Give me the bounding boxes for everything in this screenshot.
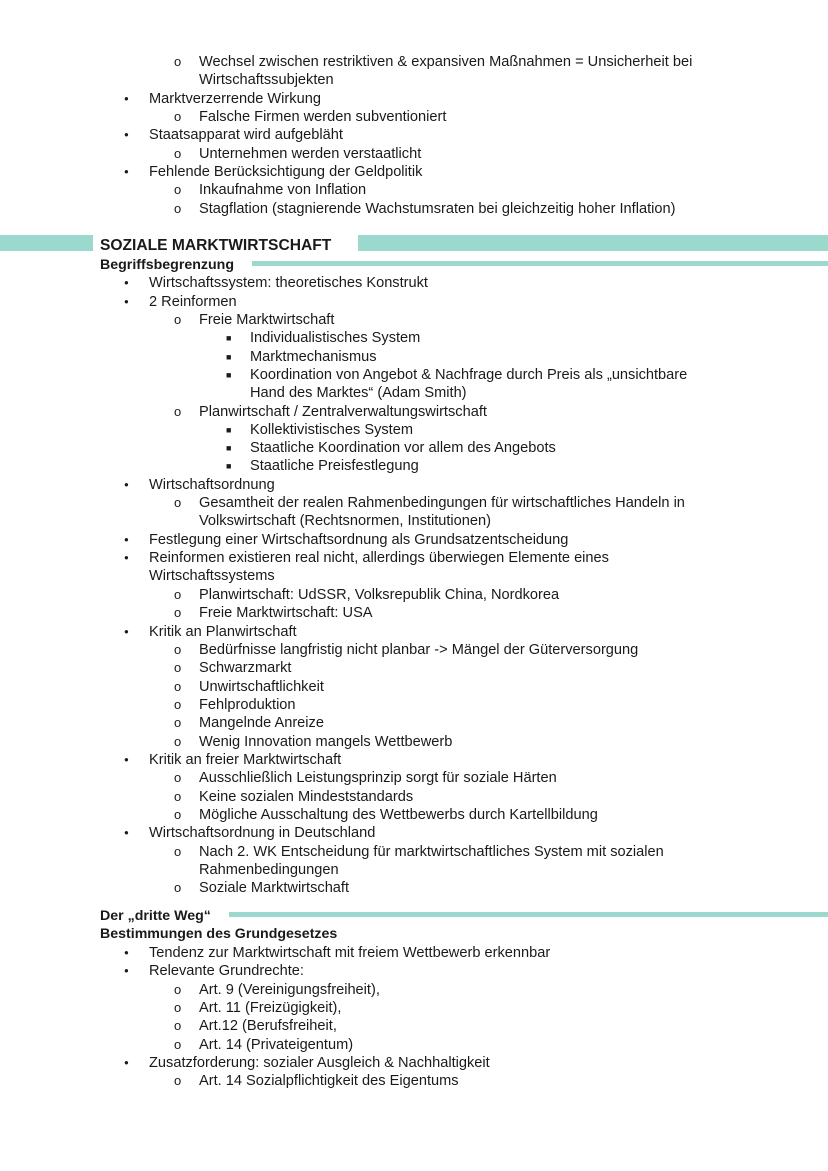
list-item-text: Gesamtheit der realen Rahmenbedingungen für wirtschaftliches Handeln in <box>199 495 685 511</box>
list-item-text: Unternehmen werden verstaatlicht <box>199 146 422 162</box>
list-item-text: Relevante Grundrechte: <box>149 963 304 979</box>
list-item-text-continued: Wirtschaftssystems <box>149 568 275 585</box>
bullet-marker: ● <box>124 1058 129 1067</box>
bullet-marker: ■ <box>226 461 232 471</box>
subheading-dritter-weg: Der „dritte Weg“ <box>100 908 211 924</box>
bullet-marker: ■ <box>226 352 232 362</box>
list-item-text: Ausschließlich Leistungsprinzip sorgt für soziale Härten <box>199 770 557 786</box>
list-item-text: Planwirtschaft / Zentralverwaltungswirtschaft <box>199 404 487 420</box>
bullet-marker: o <box>174 109 182 124</box>
bullet-marker: ■ <box>226 425 232 435</box>
list-item-text-continued: Rahmenbedingungen <box>199 862 339 879</box>
bullet-marker: o <box>174 1000 182 1015</box>
bullet-marker: o <box>174 587 182 602</box>
bullet-marker: o <box>174 1018 182 1033</box>
list-item-text: Koordination von Angebot & Nachfrage durch Preis als „unsichtbare <box>250 367 688 383</box>
list-item-text-continued: Hand des Marktes“ (Adam Smith) <box>250 385 467 402</box>
list-item-text: Freie Marktwirtschaft <box>199 312 335 328</box>
list-item-text: Mögliche Ausschaltung des Wettbewerbs durch Kartellbildung <box>199 807 598 823</box>
subheading-bar <box>252 261 828 266</box>
bullet-marker: o <box>174 182 182 197</box>
bullet-marker: ● <box>124 755 129 764</box>
bullet-marker: ■ <box>226 370 232 380</box>
list-item-text: Schwarzmarkt <box>199 660 292 676</box>
list-item-text: Staatsapparat wird aufgebläht <box>149 127 343 143</box>
bullet-marker: o <box>174 880 182 895</box>
bullet-marker: ● <box>124 130 129 139</box>
list-item-text: Unwirtschaftlichkeit <box>199 679 324 695</box>
list-item-text: Keine sozialen Mindeststandards <box>199 789 414 805</box>
list-item-text: Tendenz zur Marktwirtschaft mit freiem Wettbewerb erkennbar <box>149 945 551 961</box>
list-item-text: Freie Marktwirtschaft: USA <box>199 605 373 621</box>
bullet-marker: ● <box>124 480 129 489</box>
bullet-marker: o <box>174 404 182 419</box>
list-item-text: Bedürfnisse langfristig nicht planbar -> Mängel der Güterversorgung <box>199 642 639 658</box>
bullet-marker: ● <box>124 278 129 287</box>
bullet-marker: ■ <box>226 443 232 453</box>
list-item-text-continued: Volkswirtschaft (Rechtsnormen, Institutionen) <box>199 513 491 530</box>
bullet-marker: ● <box>124 627 129 636</box>
list-item-text: Mangelnde Anreize <box>199 715 324 731</box>
bullet-marker: o <box>174 734 182 749</box>
bullet-marker: o <box>174 660 182 675</box>
list-item-text: Marktmechanismus <box>250 349 377 365</box>
list-item-text: Stagflation (stagnierende Wachstumsraten bei gleichzeitig hoher Inflation) <box>199 201 676 217</box>
bullet-marker: ● <box>124 828 129 837</box>
bullet-marker: o <box>174 982 182 997</box>
section-bar-right <box>358 235 828 251</box>
list-item-text: Staatliche Koordination vor allem des Angebots <box>250 440 556 456</box>
bullet-marker: ● <box>124 948 129 957</box>
subheading-grundgesetz: Bestimmungen des Grundgesetzes <box>100 926 338 942</box>
list-item-text: Festlegung einer Wirtschaftsordnung als Grundsatzentscheidung <box>149 532 569 548</box>
list-item-text: Art.12 (Berufsfreiheit, <box>199 1018 337 1034</box>
bullet-marker: ■ <box>226 333 232 343</box>
subheading-begriffsbegrenzung: Begriffsbegrenzung <box>100 257 234 273</box>
bullet-marker: o <box>174 807 182 822</box>
bullet-marker: o <box>174 201 182 216</box>
bullet-marker: o <box>174 789 182 804</box>
list-item-text: Individualistisches System <box>250 330 421 346</box>
list-item-text: Fehlproduktion <box>199 697 296 713</box>
bullet-marker: ● <box>124 94 129 103</box>
bullet-marker: o <box>174 312 182 327</box>
bullet-marker: o <box>174 605 182 620</box>
bullet-marker: o <box>174 679 182 694</box>
bullet-marker: o <box>174 770 182 785</box>
list-item-text: Art. 14 Sozialpflichtigkeit des Eigentums <box>199 1073 459 1089</box>
list-item-text: Art. 9 (Vereinigungsfreiheit), <box>199 982 380 998</box>
bullet-marker: ● <box>124 966 129 975</box>
list-item-text: 2 Reinformen <box>149 294 237 310</box>
bullet-marker: ● <box>124 535 129 544</box>
list-item-text: Staatliche Preisfestlegung <box>250 458 419 474</box>
section-title: SOZIALE MARKTWIRTSCHAFT <box>100 237 332 254</box>
list-item-text: Reinformen existieren real nicht, allerdings überwiegen Elemente eines <box>149 550 609 566</box>
bullet-marker: o <box>174 715 182 730</box>
list-item-text: Kritik an freier Marktwirtschaft <box>149 752 342 768</box>
bullet-marker: o <box>174 1073 182 1088</box>
list-item-text: Soziale Marktwirtschaft <box>199 880 350 896</box>
list-item-text: Planwirtschaft: UdSSR, Volksrepublik China, Nordkorea <box>199 587 560 603</box>
bullet-marker: o <box>174 54 182 69</box>
list-item-text-continued: Wirtschaftssubjekten <box>199 72 334 89</box>
bullet-marker: o <box>174 844 182 859</box>
section-bar-left <box>0 235 93 251</box>
subheading-bar <box>229 912 828 917</box>
list-item-text: Zusatzforderung: sozialer Ausgleich & Nachhaltigkeit <box>149 1055 490 1071</box>
bullet-marker: o <box>174 1037 182 1052</box>
list-item-text: Nach 2. WK Entscheidung für marktwirtschaftliches System mit sozialen <box>199 844 664 860</box>
bullet-marker: ● <box>124 553 129 562</box>
list-item-text: Kritik an Planwirtschaft <box>149 624 297 640</box>
bullet-marker: o <box>174 495 182 510</box>
list-item-text: Wechsel zwischen restriktiven & expansiven Maßnahmen = Unsicherheit bei <box>199 54 693 70</box>
list-item-text: Fehlende Berücksichtigung der Geldpolitik <box>149 164 423 180</box>
list-item-text: Inkaufnahme von Inflation <box>199 182 367 198</box>
list-item-text: Wirtschaftsordnung <box>149 477 275 493</box>
bullet-marker: ● <box>124 297 129 306</box>
list-item-text: Art. 11 (Freizügigkeit), <box>199 1000 342 1016</box>
bullet-marker: ● <box>124 167 129 176</box>
list-item-text: Art. 14 (Privateigentum) <box>199 1037 354 1053</box>
list-item-text: Falsche Firmen werden subventioniert <box>199 109 447 125</box>
list-item-text: Kollektivistisches System <box>250 422 414 438</box>
bullet-marker: o <box>174 697 182 712</box>
bullet-marker: o <box>174 642 182 657</box>
bullet-marker: o <box>174 146 182 161</box>
list-item-text: Wirtschaftssystem: theoretisches Konstrukt <box>149 275 428 291</box>
list-item-text: Wirtschaftsordnung in Deutschland <box>149 825 376 841</box>
list-item-text: Marktverzerrende Wirkung <box>149 91 321 107</box>
list-item-text: Wenig Innovation mangels Wettbewerb <box>199 734 453 750</box>
